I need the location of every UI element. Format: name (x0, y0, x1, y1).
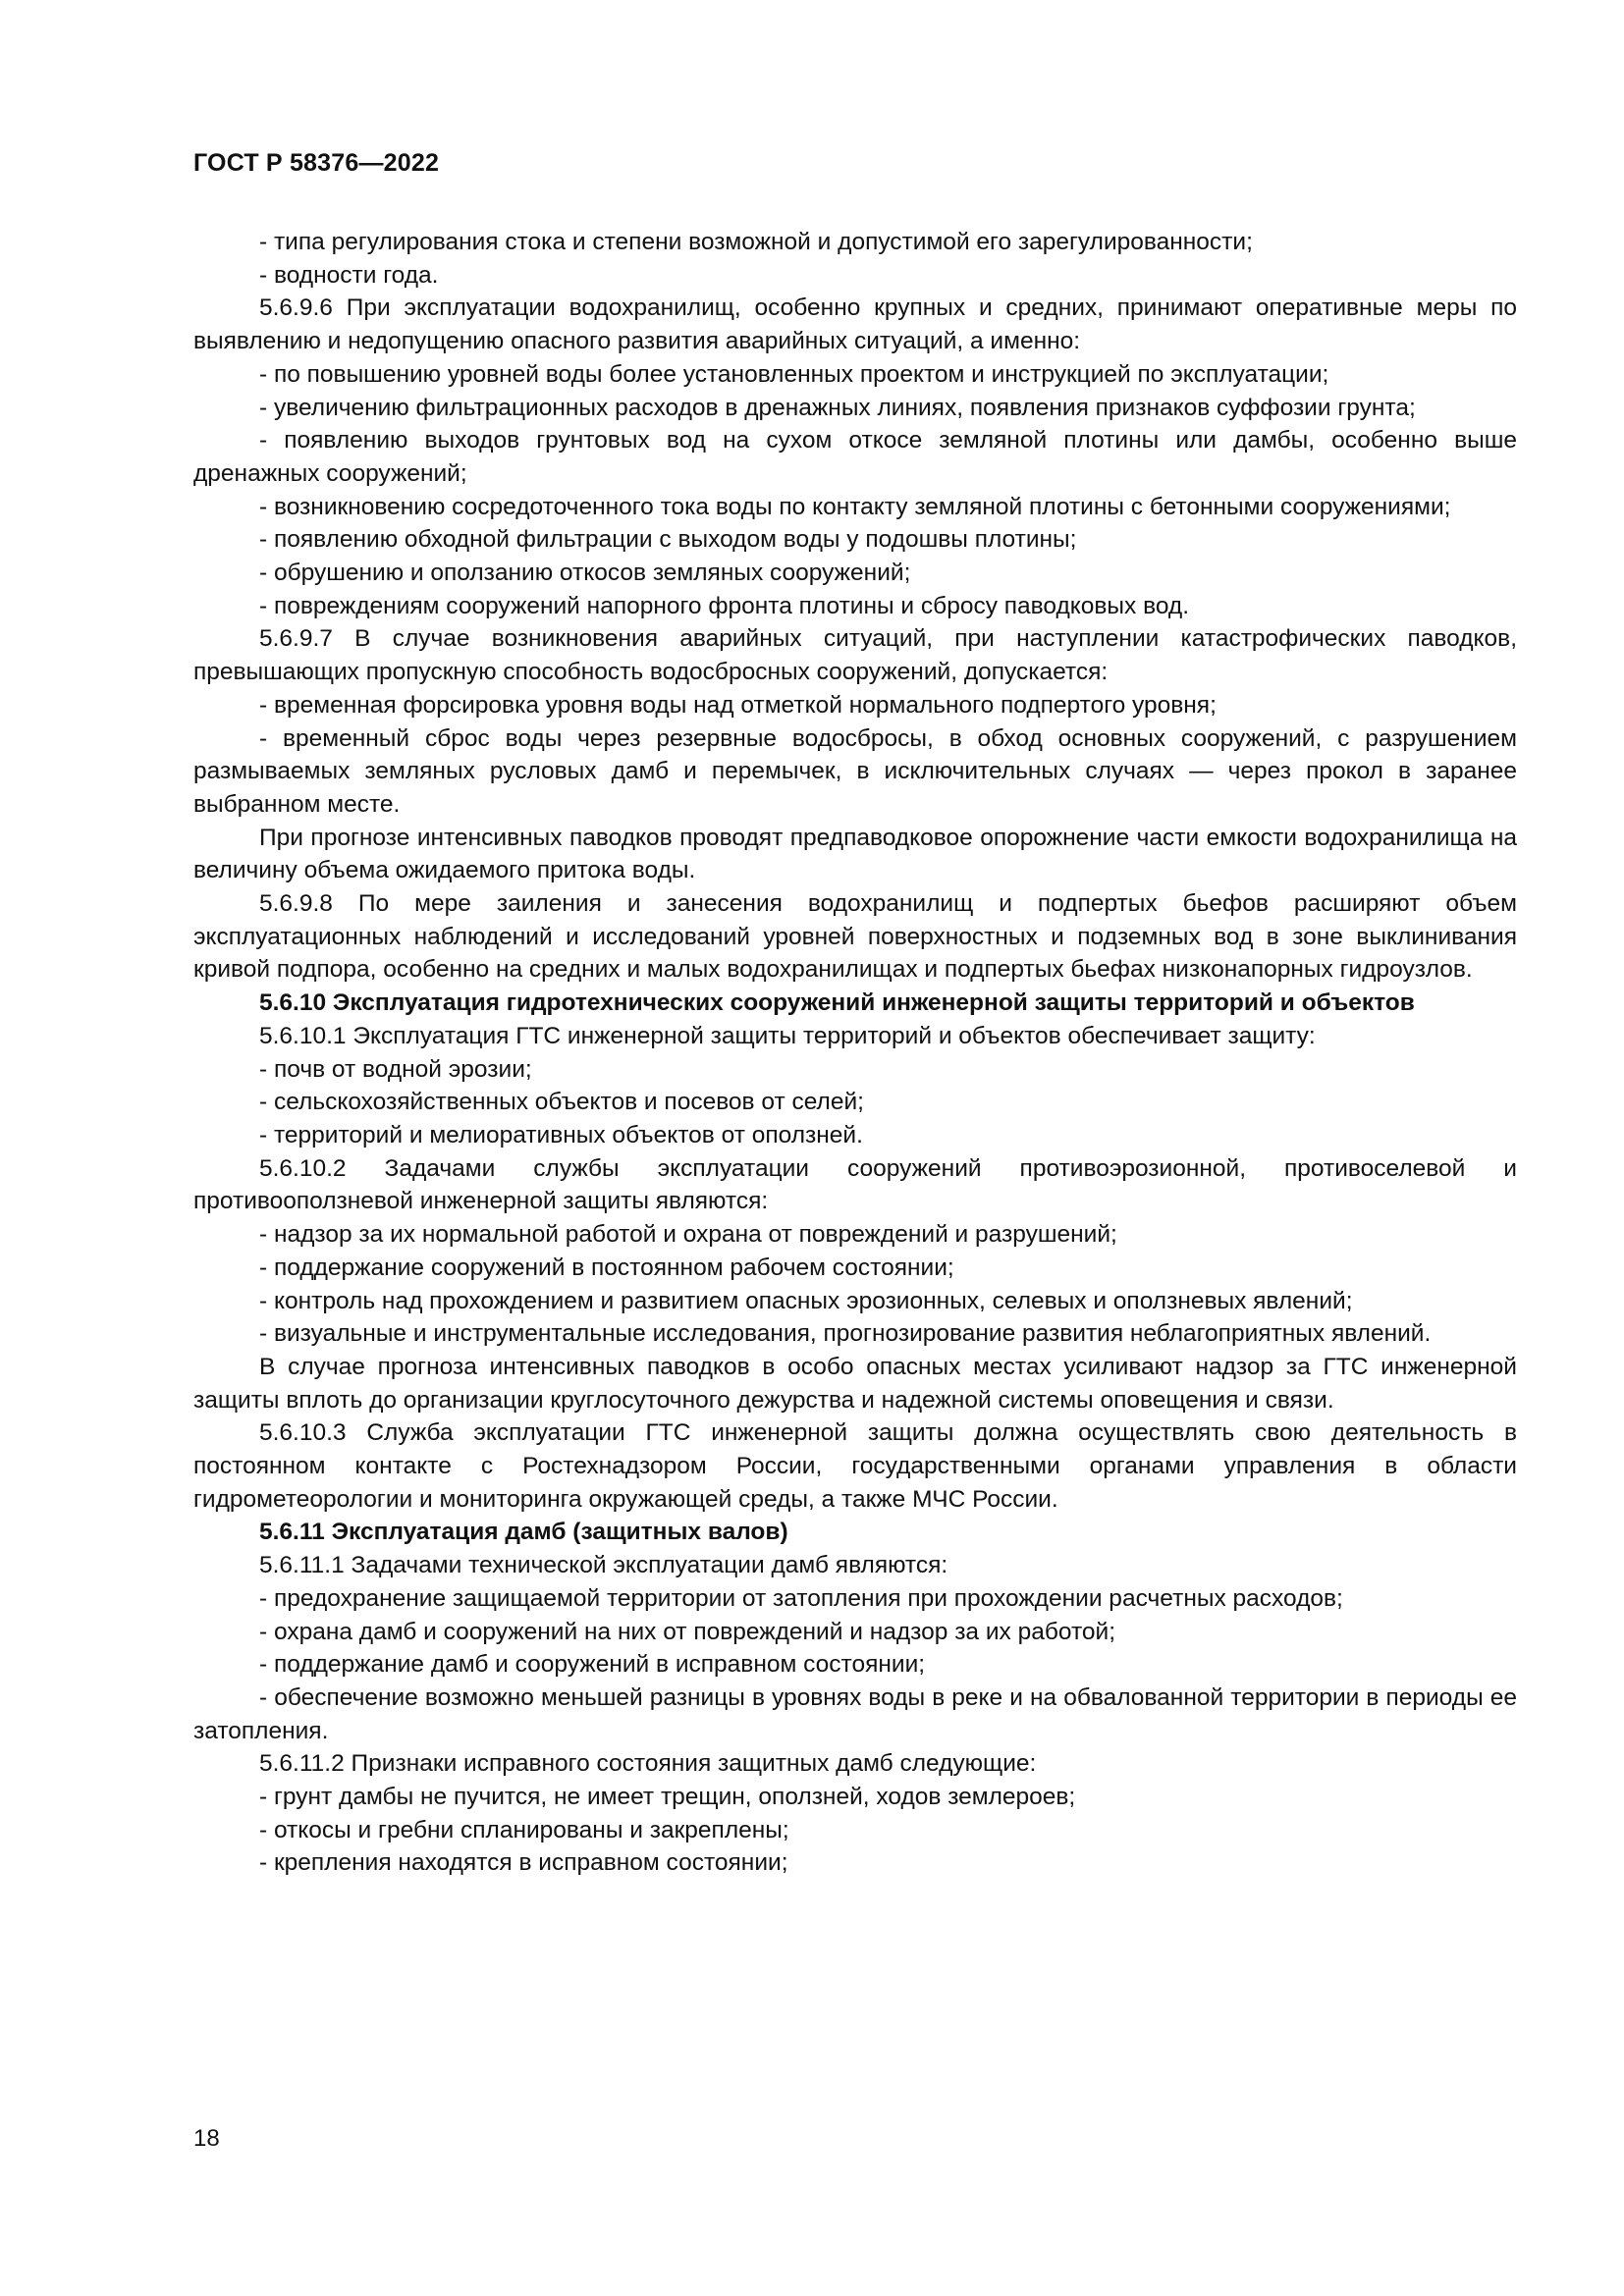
section-heading: 5.6.10 Эксплуатация гидротехнических сооружений инженерной защиты территорий и объектов (259, 989, 1415, 1017)
list-item: - обеспечение возможно меньшей разницы в уровнях воды в реке и на обвалованной территории в периоды ее затопления. (193, 1683, 1517, 1744)
list-item: - грунт дамбы не пучится, не имеет трещин, оползней, ходов землероев; (259, 1784, 1076, 1811)
list-item: - визуальные и инструментальные исследования, прогнозирование развития неблагоприятных явлений. (259, 1320, 1432, 1348)
list-item: - возникновению сосредоточенного тока воды по контакту земляной плотины с бетонными сооружениями; (259, 493, 1451, 520)
paragraph: 5.6.10.2 Задачами службы эксплуатации сооружений противоэрозионной, противоселевой и противооползневой инженерной защиты являются: (193, 1154, 1517, 1215)
list-item: - откосы и гребни спланированы и закреплены; (259, 1816, 789, 1843)
list-item: - территорий и мелиоративных объектов от оползней. (259, 1121, 863, 1148)
paragraph: В случае прогноза интенсивных паводков в особо опасных местах усиливают надзор за ГТС инженерной защиты вплоть до организации круглосуточного дежурства и надежной системы оповещения и связи. (193, 1353, 1517, 1414)
list-item: - предохранение защищаемой территории от затопления при прохождении расчетных расходов; (259, 1584, 1343, 1612)
list-item: - по повышению уровней воды более установленных проектом и инструкцией по эксплуатации; (259, 360, 1329, 388)
list-item: - сельскохозяйственных объектов и посевов от селей; (259, 1089, 864, 1116)
paragraph: 5.6.9.8 По мере заиления и занесения водохранилищ и подпертых бьефов расширяют объем эксплуатационных наблюдений и исследований уровней поверхностных и подземных вод в зоне выклинивания кривой подпора, особенно на средних и малых водохранилищах и подпертых бьефах низконапорных гидроузлов. (193, 890, 1517, 984)
paragraph: При прогнозе интенсивных паводков проводят предпаводковое опорожнение части емкости водохранилища на величину объема ожидаемого притока воды. (193, 824, 1517, 884)
list-item: - появлению обходной фильтрации с выходом воды у подошвы плотины; (259, 526, 1077, 554)
list-item: - обрушению и оползанию откосов земляных сооружений; (259, 560, 911, 587)
list-item: - временная форсировка уровня воды над отметкой нормального подпертого уровня; (259, 691, 1217, 719)
document-header: ГОСТ Р 58376—2022 (193, 149, 440, 177)
paragraph: 5.6.10.1 Эксплуатация ГТС инженерной защиты территорий и объектов обеспечивает защиту: (259, 1022, 1316, 1049)
list-item: - временный сброс воды через резервные водосбросы, в обход основных сооружений, с разрушением размываемых земляных русловых дамб и перемычек, в исключительных случаях — через прокол в заранее выбранном месте. (193, 724, 1517, 818)
paragraph: 5.6.9.6 При эксплуатации водохранилищ, особенно крупных и средних, принимают оперативные меры по выявлению и недопущению опасного развития аварийных ситуаций, а именно: (193, 294, 1517, 355)
list-item: - поддержание дамб и сооружений в исправном состоянии; (259, 1651, 926, 1679)
document-body (193, 226, 1517, 1880)
page-number: 18 (193, 2125, 220, 2152)
paragraph: 5.6.11.1 Задачами технической эксплуатации дамб являются: (259, 1552, 948, 1579)
list-item: - контроль над прохождением и развитием опасных эрозионных, селевых и оползневых явлений; (259, 1287, 1353, 1314)
list-item: - крепления находятся в исправном состоянии; (259, 1849, 788, 1877)
list-item: - появлению выходов грунтовых вод на сухом откосе земляной плотины или дамбы, особенно выше дренажных сооружений; (193, 427, 1517, 487)
list-item: - надзор за их нормальной работой и охрана от повреждений и разрушений; (259, 1221, 1117, 1249)
list-item: - охрана дамб и сооружений на них от повреждений и надзор за их работой; (259, 1618, 1116, 1645)
list-item: - поддержание сооружений в постоянном рабочем состоянии; (259, 1254, 954, 1281)
list-item: - повреждениям сооружений напорного фронта плотины и сбросу паводковых вод. (259, 592, 1190, 619)
list-item: - увеличению фильтрационных расходов в дренажных линиях, появления признаков суффозии грунта; (259, 394, 1416, 421)
list-item: - типа регулирования стока и степени возможной и допустимой его зарегулированности; (259, 229, 1253, 255)
list-item: - водности года. (259, 261, 439, 289)
section-heading: 5.6.11 Эксплуатация дамб (защитных валов) (259, 1519, 788, 1546)
paragraph: 5.6.11.2 Признаки исправного состояния защитных дамб следующие: (259, 1750, 1037, 1778)
paragraph: 5.6.10.3 Служба эксплуатации ГТС инженерной защиты должна осуществлять свою деятельность в постоянном контакте с Ростехнадзором России, государственными органами управления в области гидрометеорологии и мониторинга окружающей среды, а также МЧС России. (193, 1419, 1517, 1513)
list-item: - почв от водной эрозии; (259, 1055, 532, 1083)
paragraph: 5.6.9.7 В случае возникновения аварийных ситуаций, при наступлении катастрофических паводков, превышающих пропускную способность водосбросных сооружений, допускается: (193, 625, 1517, 686)
